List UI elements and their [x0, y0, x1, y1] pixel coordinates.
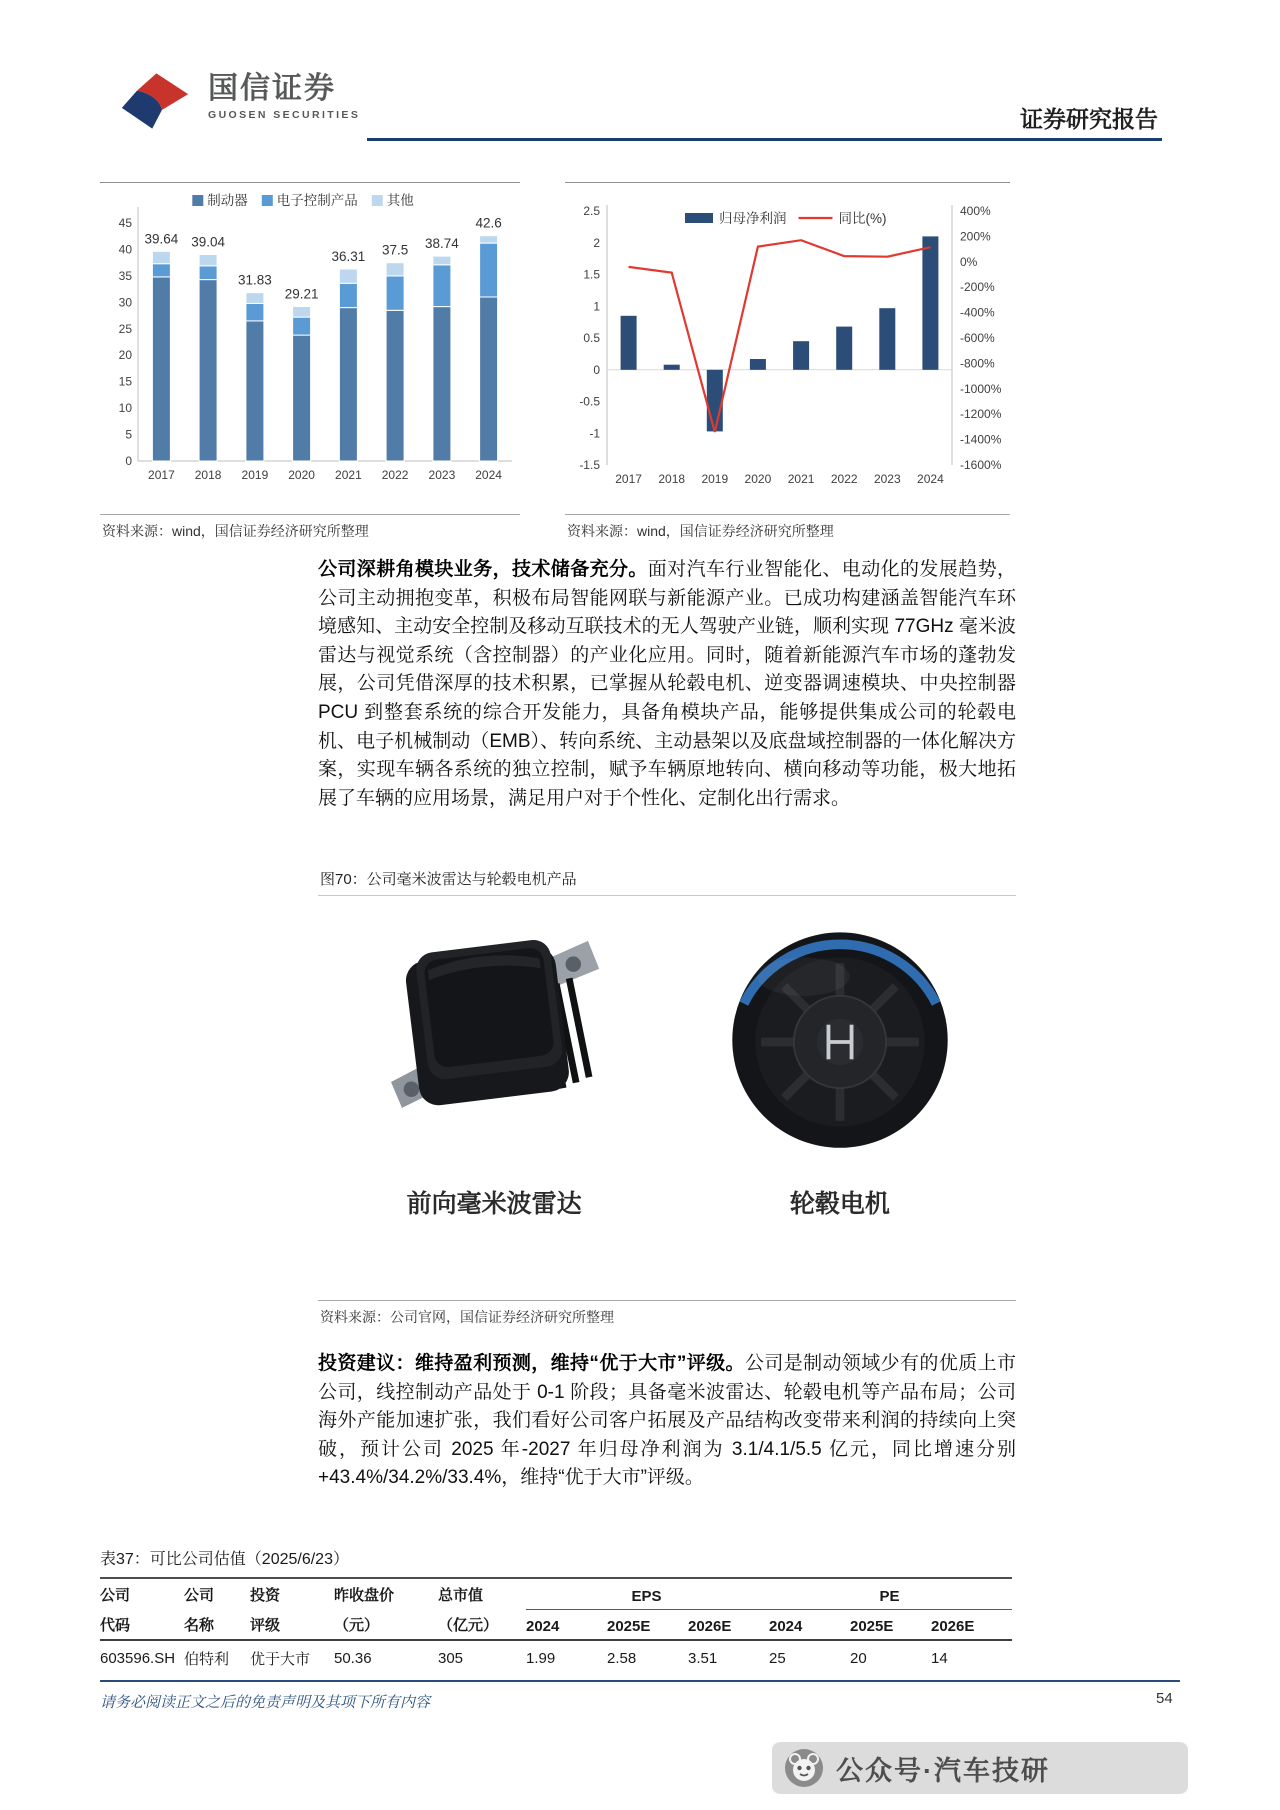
wechat-watermark	[772, 1742, 1188, 1794]
radar-product-image	[349, 906, 639, 1178]
table-group-header-eps: EPS	[526, 1578, 769, 1609]
figure70-source: 资料来源：公司官网，国信证券经济研究所整理	[318, 1300, 1016, 1331]
header-divider	[367, 138, 1162, 141]
guosen-logo-icon	[112, 72, 198, 130]
svg-text:-1000%: -1000%	[960, 381, 1002, 396]
svg-text:0: 0	[593, 362, 600, 377]
table-row	[100, 1640, 1012, 1676]
svg-text:40: 40	[118, 242, 132, 257]
table-header-cell: 2026E	[688, 1609, 769, 1640]
svg-text:2017: 2017	[615, 472, 642, 486]
svg-text:同比(%): 同比(%)	[838, 211, 887, 226]
table-header-cell: 代码	[100, 1609, 184, 1640]
doc-type-label: 证券研究报告	[1020, 106, 1158, 132]
revenue-structure-stacked-bar-chart	[100, 183, 520, 509]
table-header-row-2	[100, 1609, 1012, 1640]
svg-text:36.31: 36.31	[331, 249, 366, 264]
svg-text:0.5: 0.5	[583, 331, 600, 345]
svg-text:归母净利润: 归母净利润	[719, 211, 787, 226]
svg-text:2020: 2020	[288, 468, 315, 482]
svg-text:2024: 2024	[917, 472, 944, 486]
svg-text:制动器: 制动器	[207, 193, 248, 208]
footer-divider	[100, 1680, 1180, 1682]
svg-text:200%: 200%	[960, 229, 991, 244]
table-header-cell: 2025E	[850, 1609, 931, 1640]
svg-text:2022: 2022	[830, 472, 858, 486]
svg-text:2024: 2024	[475, 468, 502, 482]
svg-text:2018: 2018	[658, 472, 686, 486]
svg-text:42.6: 42.6	[475, 215, 502, 231]
svg-text:20: 20	[118, 348, 132, 363]
svg-text:2023: 2023	[873, 472, 901, 486]
revenue-structure-figure	[100, 182, 520, 545]
table-cell: 20	[850, 1650, 867, 1667]
table-cell: 14	[931, 1650, 948, 1667]
svg-text:-200%: -200%	[960, 280, 995, 295]
investment-advice-paragraph	[318, 1350, 1016, 1493]
table-cell: 伯特利	[184, 1651, 230, 1668]
svg-text:-1.5: -1.5	[579, 458, 600, 472]
svg-text:2018: 2018	[194, 468, 222, 482]
svg-text:29.21: 29.21	[284, 286, 319, 302]
table-header-cell: 公司	[100, 1587, 131, 1604]
svg-text:2019: 2019	[701, 472, 729, 486]
table-cell: 50.36	[334, 1650, 372, 1667]
table-caption: 表37：可比公司估值（2025/6/23）	[100, 1551, 349, 1568]
table-cell: 305	[438, 1650, 464, 1667]
comparable-valuation-table-block	[100, 1546, 1012, 1676]
table-header-cell: 名称	[184, 1609, 250, 1640]
svg-text:2020: 2020	[744, 472, 772, 486]
net-profit-figure	[565, 182, 1010, 545]
svg-text:1: 1	[593, 299, 600, 314]
table-group-header-pe: PE	[769, 1578, 1012, 1609]
table-header-cell: 昨收盘价	[334, 1587, 395, 1604]
svg-text:-600%: -600%	[960, 331, 995, 345]
wechat-account-icon	[784, 1748, 824, 1788]
svg-text:1.5: 1.5	[583, 267, 600, 282]
table-header-cell: 评级	[250, 1609, 334, 1640]
table-header-cell: 2026E	[931, 1609, 1012, 1640]
svg-text:2021: 2021	[335, 468, 362, 482]
table-header-cell: 总市值	[438, 1587, 484, 1604]
paragraph-bold-lead: 投资建议：维持盈利预测，维持“优于大市”评级。	[318, 1353, 745, 1374]
table-header-cell: 投资	[250, 1587, 281, 1604]
svg-text:2017: 2017	[148, 468, 175, 482]
svg-text:2023: 2023	[428, 468, 456, 482]
page-number: 54	[1156, 1690, 1173, 1707]
svg-text:10: 10	[118, 401, 132, 416]
table-cell: 3.51	[688, 1650, 718, 1667]
table-header-cell: 2024	[526, 1609, 607, 1640]
guosen-logo	[112, 72, 360, 130]
svg-text:-1: -1	[589, 426, 600, 441]
comparable-valuation-table	[100, 1577, 1012, 1676]
svg-text:15: 15	[118, 374, 132, 389]
table-cell: 优于大市	[250, 1651, 311, 1668]
table-header-cell: （元）	[334, 1609, 438, 1640]
table-cell: 2.58	[607, 1650, 637, 1667]
svg-text:2: 2	[593, 235, 600, 250]
table-header-cell: （亿元）	[438, 1609, 526, 1640]
figure70-caption: 图70：公司毫米波雷达与轮毂电机产品	[318, 864, 1016, 896]
hub-motor-product	[674, 906, 1006, 1220]
svg-text:0: 0	[125, 454, 132, 468]
figure70-block	[318, 864, 1016, 1331]
svg-text:0%: 0%	[960, 254, 978, 269]
svg-text:5: 5	[125, 427, 132, 442]
svg-text:-1400%: -1400%	[960, 432, 1002, 447]
hub-motor-product-label: 轮毂电机	[789, 1190, 890, 1218]
paragraph-body: 面对汽车行业智能化、电动化的发展趋势，公司主动拥抱变革，积极布局智能网联与新能源产业。已成功构建涵盖智能汽车环境感知、主动安全控制及移动互联技术的无人驾驶产业链，顺利实现 77GHz 毫米波雷达与视觉系统（含控制器）的产业化应用。同时，随着新能源汽车市场的蓬勃发展，公司凭借深厚的技术积累，已掌握从轮毂电机、逆变器调速模块、中央控制器 PCU 到整套系统的综合开发能力，具备角模块产品，能够提供集成公司的轮毂电机、电子机械制动（EMB）、转向系统、主动悬架以及底盘域控制器的一体化解决方案，实现车辆各系统的独立控制，赋予车辆原地转向、横向移动等功能，极大地拓展了车辆的应用场景，满足用户对于个性化、定制化出行需求。	[318, 559, 1016, 809]
paragraph-bold-lead: 公司深耕角模块业务，技术储备充分。	[318, 559, 648, 580]
net-profit-bar-line-chart	[565, 183, 1010, 509]
watermark-text: 公众号·汽车技研	[836, 1755, 1050, 1786]
footer-disclaimer: 请务必阅读正文之后的免责声明及其项下所有内容	[100, 1694, 431, 1711]
svg-text:37.5: 37.5	[381, 242, 409, 258]
brand-name-en: GUOSEN SECURITIES	[208, 109, 361, 121]
paragraph-body: 公司是制动领域少有的优质上市公司，线控制动产品处于 0-1 阶段；具备毫米波雷达、轮毂电机等产品布局；公司海外产能加速扩张，我们看好公司客户拓展及产品结构改变带来利润的持续向上突破，预计公司 2025 年-2027 年归母净利润为 3.1/4.1/5.5 亿元，同比增速分别+43.4%/34.2%/33.4%，维持“优于大市”评级。	[318, 1353, 1016, 1489]
svg-text:30: 30	[118, 295, 132, 310]
svg-text:2019: 2019	[241, 468, 269, 482]
svg-text:2.5: 2.5	[583, 204, 600, 218]
svg-text:39.64: 39.64	[144, 231, 179, 247]
figure-source: 资料来源：wind，国信证券经济研究所整理	[100, 514, 520, 545]
svg-text:38.74: 38.74	[425, 236, 459, 252]
svg-text:31.83: 31.83	[238, 272, 272, 288]
table-cell: 603596.SH	[100, 1650, 176, 1667]
svg-text:-1600%: -1600%	[960, 458, 1002, 472]
svg-text:2021: 2021	[787, 472, 815, 486]
figure-source: 资料来源：wind，国信证券经济研究所整理	[565, 514, 1010, 545]
table-cell: 25	[769, 1650, 786, 1667]
table-header-row-1	[100, 1578, 1012, 1609]
svg-text:39.04: 39.04	[191, 234, 225, 250]
svg-text:-400%: -400%	[960, 305, 995, 320]
table-cell: 1.99	[526, 1650, 556, 1667]
svg-text:-800%: -800%	[960, 356, 995, 371]
svg-text:电子控制产品: 电子控制产品	[276, 193, 358, 208]
table-header-cell: 2025E	[607, 1609, 688, 1640]
svg-text:其他: 其他	[386, 193, 414, 208]
svg-text:-0.5: -0.5	[579, 394, 600, 409]
svg-text:35: 35	[118, 268, 132, 283]
table-header-cell: 2024	[769, 1609, 850, 1640]
hub-motor-product-image	[715, 906, 965, 1178]
svg-text:-1200%: -1200%	[960, 407, 1002, 422]
business-paragraph	[318, 556, 1016, 813]
table-header-cell: 公司	[184, 1587, 215, 1604]
radar-product-label: 前向毫米波雷达	[406, 1190, 582, 1218]
table-body	[100, 1640, 1012, 1676]
svg-text:25: 25	[118, 321, 132, 336]
svg-text:2022: 2022	[381, 468, 409, 482]
radar-product	[328, 906, 660, 1220]
brand-name-cn: 国信证券	[208, 72, 336, 105]
svg-text:400%: 400%	[960, 204, 991, 218]
svg-text:45: 45	[118, 216, 132, 230]
